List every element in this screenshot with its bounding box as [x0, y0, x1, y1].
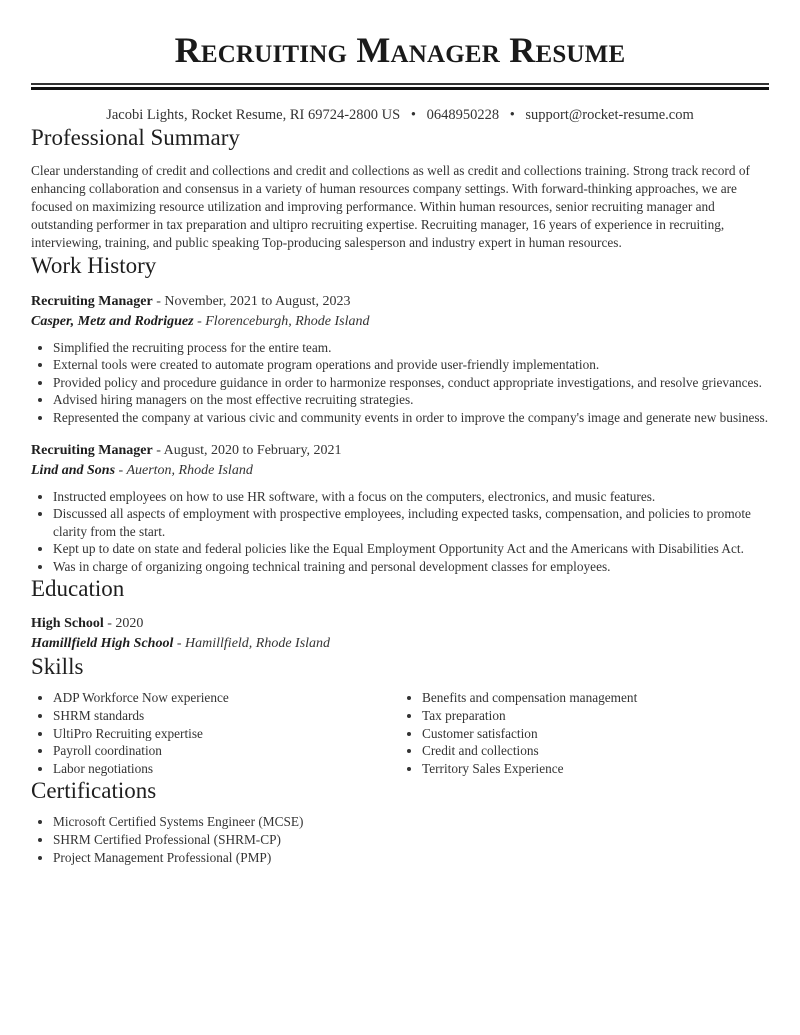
list-item: • Kept up to date on state and federal policies like the Equal Employment Opportunity Act and the Americans with Disabilities Act.	[53, 540, 769, 558]
skill-item: • Benefits and compensation management	[422, 689, 769, 707]
list-item: • Instructed employees on how to use HR software, with a focus on the computers, electronics, and music features.	[53, 488, 769, 506]
contact-phone: 0648950228	[426, 107, 500, 123]
company-name: Casper, Metz and Rodriguez	[31, 313, 194, 329]
skill-item: • Payroll coordination	[53, 742, 400, 760]
job-responsibilities	[31, 488, 769, 576]
section-heading-summary: Professional Summary	[31, 125, 240, 150]
skills-column-right	[400, 689, 769, 777]
degree-line	[31, 615, 769, 633]
job-dates: - August, 2020 to February, 2021	[152, 442, 342, 458]
job-entry	[31, 442, 769, 576]
job-entry	[31, 293, 769, 427]
contact-info	[31, 106, 769, 124]
contact-address: Jacobi Lights, Rocket Resume, RI 69724-2800 US	[106, 107, 401, 123]
section-heading-work-history: Work History	[31, 252, 157, 278]
company-name: Lind and Sons	[31, 462, 116, 478]
header-divider-thin	[31, 83, 769, 85]
skill-item: • ADP Workforce Now experience	[53, 689, 400, 707]
job-responsibilities	[31, 339, 769, 427]
certification-item: • Project Management Professional (PMP)	[53, 849, 769, 867]
list-item: • Simplified the recruiting process for the entire team.	[53, 339, 769, 357]
skill-item: • SHRM standards	[53, 707, 400, 725]
job-title: Recruiting Manager	[31, 442, 153, 458]
job-title: Recruiting Manager	[31, 293, 153, 309]
education-entry	[31, 615, 769, 653]
list-item: • External tools were created to automate program operations and provide user-friendly implementation.	[53, 356, 769, 374]
school-line	[31, 635, 769, 653]
job-dates: - November, 2021 to August, 2023	[152, 293, 351, 309]
company-line	[31, 462, 769, 480]
resume-title: Recruiting Manager Resume	[174, 30, 626, 70]
skills-grid	[31, 689, 769, 777]
job-title-line	[31, 293, 769, 311]
job-title-line	[31, 442, 769, 460]
list-item: • Provided policy and procedure guidance in order to harmonize responses, conduct appropriate investigations, and resolve grievances.	[53, 374, 769, 392]
certification-item: • Microsoft Certified Systems Engineer (MCSE)	[53, 813, 769, 831]
list-item: • Advised hiring managers on the most effective recruiting strategies.	[53, 391, 769, 409]
section-heading-certifications: Certifications	[31, 778, 157, 804]
bullet-separator-icon: •	[509, 107, 515, 123]
list-item: • Discussed all aspects of employment with prospective employees, including expected tasks, compensation, and policies to promote clarity from the start.	[53, 505, 769, 540]
contact-email: support@rocket-resume.com	[525, 107, 694, 123]
certification-item: • SHRM Certified Professional (SHRM-CP)	[53, 831, 769, 849]
graduation-year: - 2020	[103, 616, 144, 632]
header-divider-thick	[31, 87, 769, 90]
skills-column-left	[31, 689, 400, 777]
section-heading-education: Education	[31, 576, 125, 602]
skill-item: • Labor negotiations	[53, 760, 400, 778]
degree: High School	[31, 616, 104, 632]
skill-item: • Customer satisfaction	[422, 725, 769, 743]
school-location: - Hamillfield, Rhode Island	[173, 636, 331, 652]
school-name: Hamillfield High School	[31, 636, 174, 652]
bullet-separator-icon: •	[410, 107, 416, 123]
skill-item: • Tax preparation	[422, 707, 769, 725]
list-item: • Was in charge of organizing ongoing technical training and personal development classes for employees.	[53, 558, 769, 576]
company-location: - Auerton, Rhode Island	[115, 462, 253, 478]
company-location: - Florenceburgh, Rhode Island	[193, 313, 370, 329]
summary-text: Clear understanding of credit and collections and credit and collections as well as credit and collections training. Strong track record of enhancing collaboration and consensus in a variety of human resources company settings. With forward-thinking approaches, we are focused on maximizing resource utilization and improving performance. Within human resources, senior recruiting manager and outstanding performer in tax preparation and ultipro recruiting expertise. Recruiting manager, 16 years of experience in recruiting, interviewing, training, and public speaking Top-producing salesperson and industry expert in human resources.	[31, 163, 750, 250]
section-heading-skills: Skills	[31, 654, 84, 680]
company-line	[31, 313, 769, 331]
skill-item: • Territory Sales Experience	[422, 760, 769, 778]
skill-item: • UltiPro Recruiting expertise	[53, 725, 400, 743]
list-item: • Represented the company at various civic and community events in order to improve the company's image and generate new business.	[53, 409, 769, 427]
certifications-list	[31, 813, 769, 866]
skill-item: • Credit and collections	[422, 742, 769, 760]
